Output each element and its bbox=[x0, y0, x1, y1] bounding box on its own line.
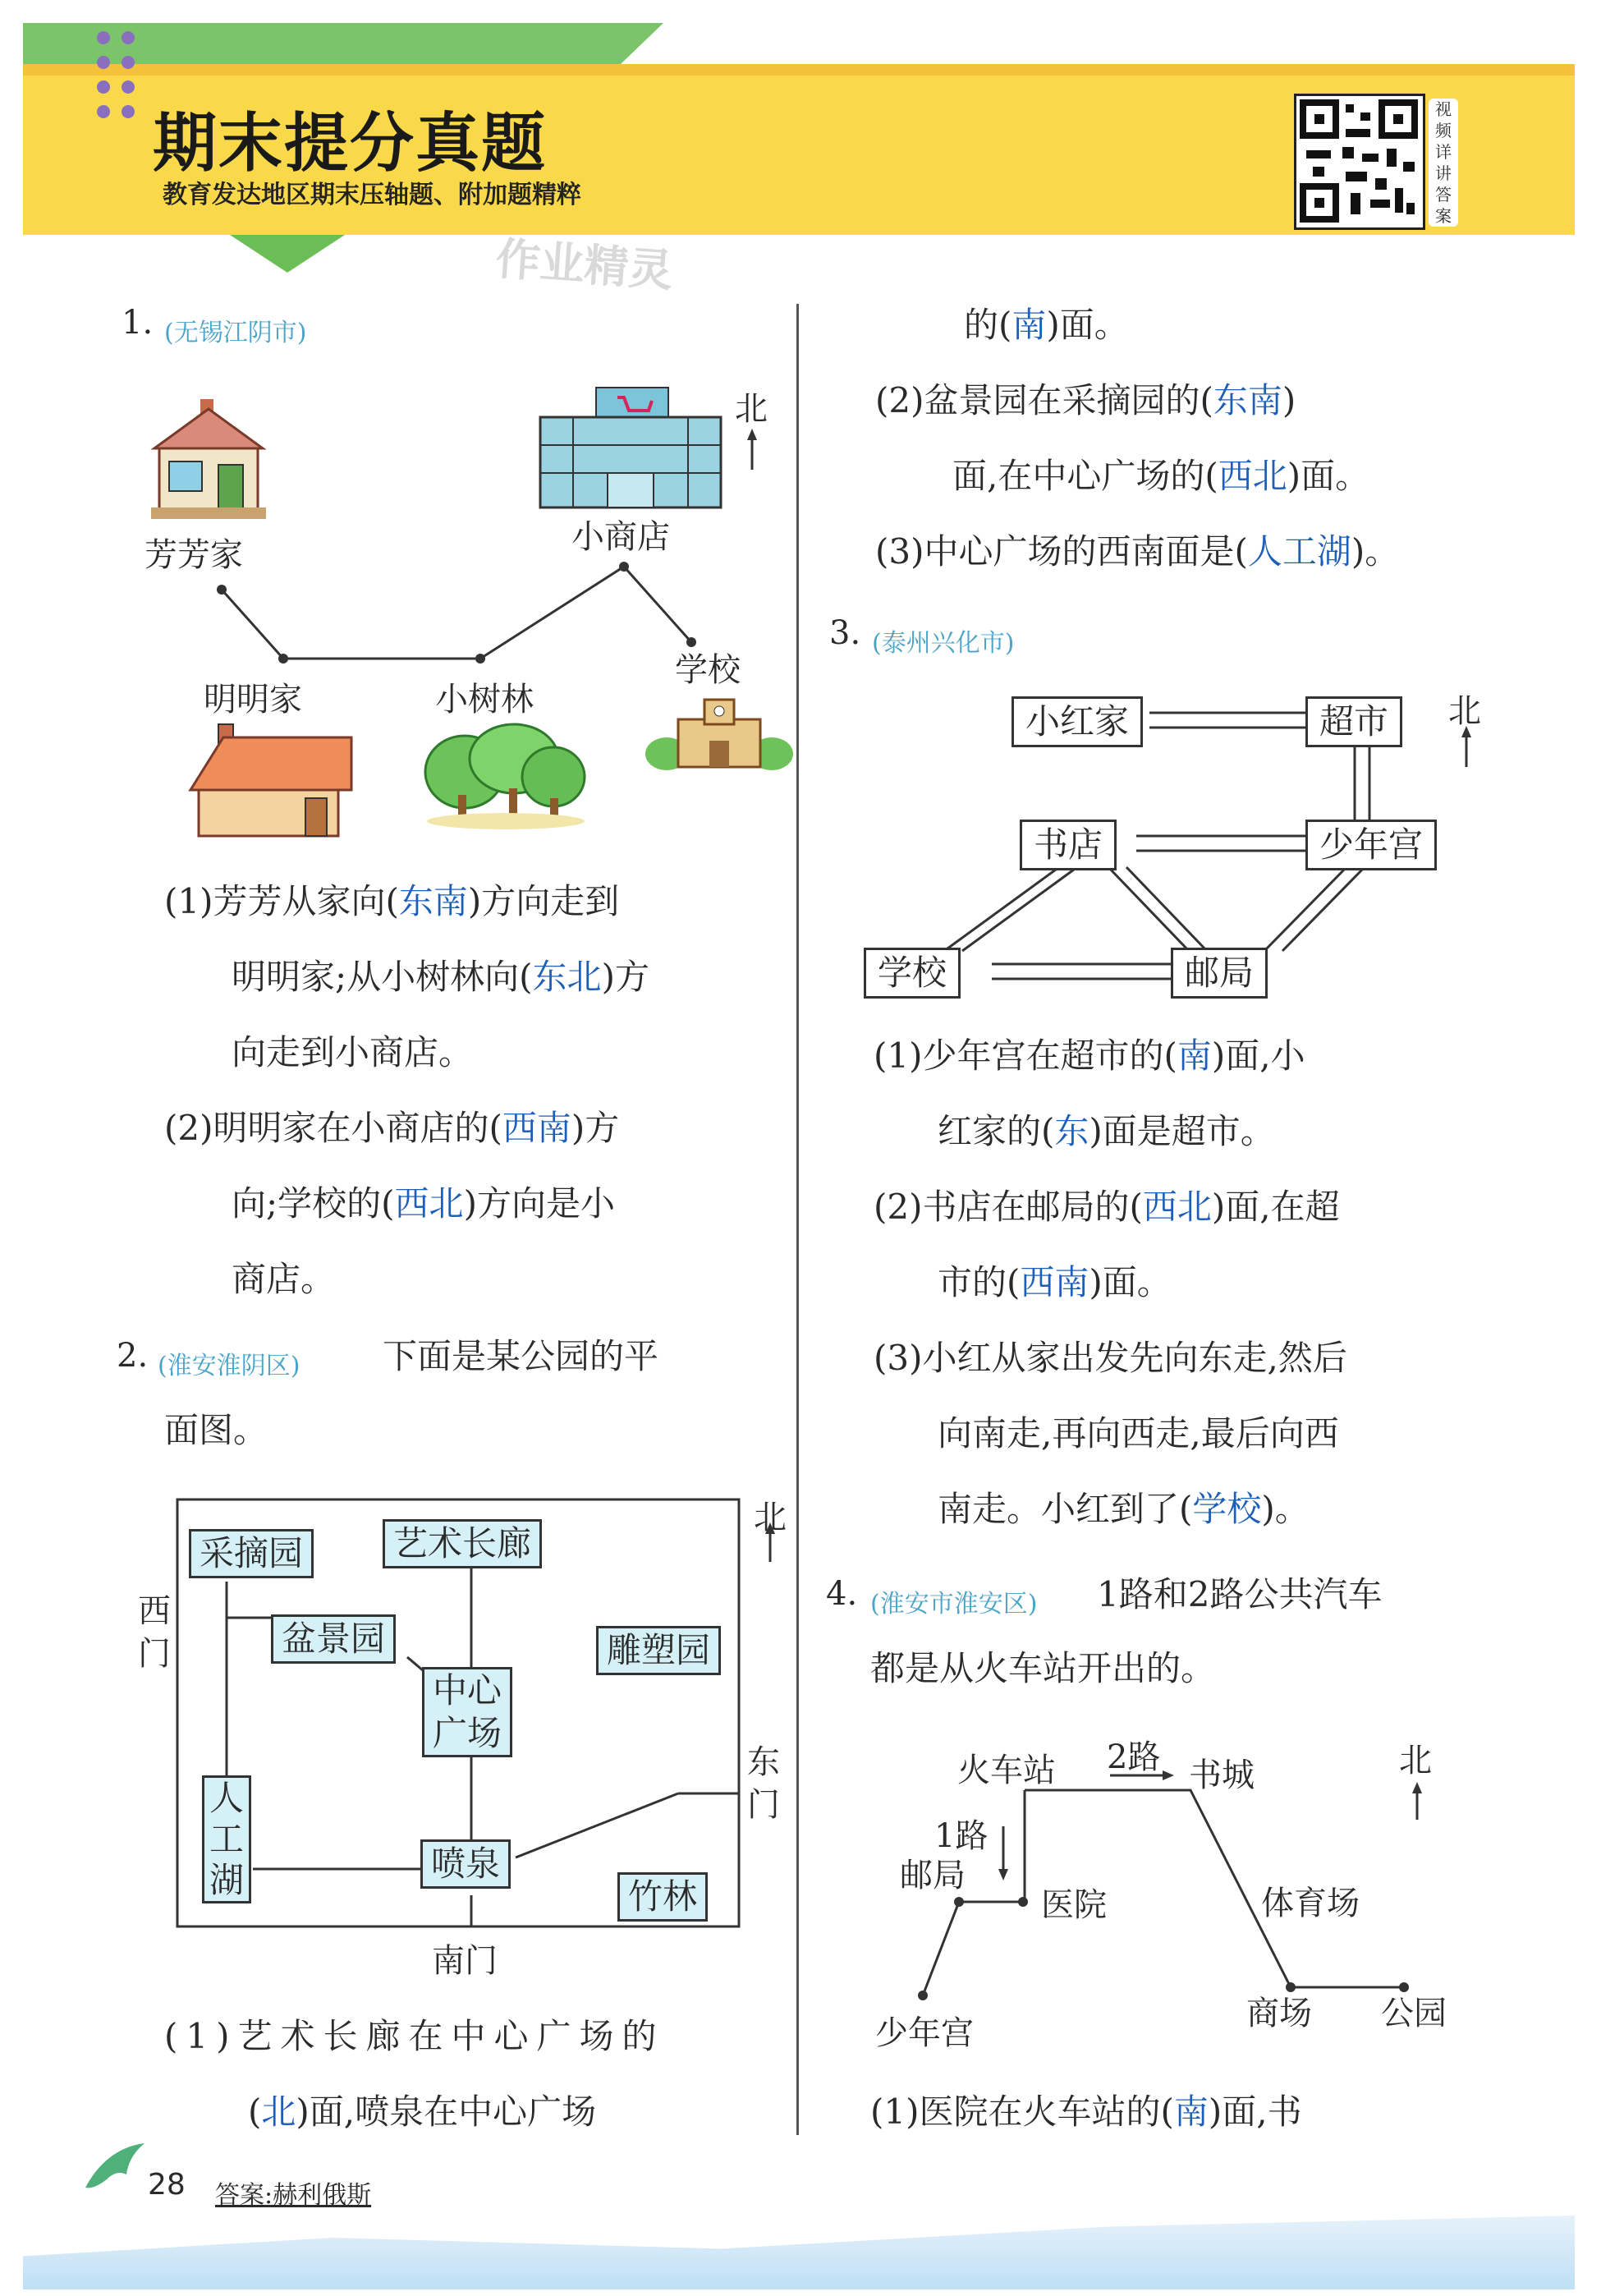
q3-region: (泰州兴化市) bbox=[872, 629, 1015, 658]
q4-hospital: 医院 bbox=[1041, 1886, 1107, 1924]
q1-place-grove: 小树林 bbox=[435, 681, 534, 719]
q4-park: 公园 bbox=[1381, 1995, 1447, 2032]
q4-palace: 少年宫 bbox=[875, 2014, 974, 2052]
q1-region: (无锡江阴市) bbox=[164, 319, 307, 347]
q3-box-post: 邮局 bbox=[1171, 948, 1268, 999]
q1-place-shop: 小商店 bbox=[571, 518, 670, 556]
q3-box-palace: 少年宫 bbox=[1305, 820, 1437, 870]
q3-box-market: 超市 bbox=[1305, 696, 1402, 747]
q4-number: 4. bbox=[826, 1575, 858, 1613]
q1-line-4: (2)明明家在小商店的(西南)方 bbox=[164, 1108, 620, 1148]
q2c-line-2: (2)盆景园在采摘园的(东南) bbox=[875, 380, 1296, 420]
q2-box-yishu: 艺术长廊 bbox=[383, 1519, 542, 1568]
q1-line-3: 向走到小商店。 bbox=[232, 1032, 474, 1072]
q3-box-home: 小红家 bbox=[1012, 696, 1143, 747]
q3-line-6: 向南走,再向西走,最后向西 bbox=[938, 1413, 1339, 1453]
q4-stadium: 体育场 bbox=[1261, 1885, 1360, 1922]
qr-caption: 视频详讲答案 bbox=[1429, 99, 1458, 227]
q3-number: 3. bbox=[829, 614, 861, 652]
page-number: 28 bbox=[148, 2168, 186, 2202]
q4-line-1: (1)医院在火车站的(南)面,书 bbox=[870, 2092, 1302, 2132]
q2-region: (淮安淮阴区) bbox=[158, 1352, 300, 1380]
q2c-line-4: (3)中心广场的西南面是(人工湖)。 bbox=[875, 531, 1400, 572]
q4-station: 火车站 bbox=[957, 1752, 1056, 1789]
q4-route-1: 1路 bbox=[934, 1817, 989, 1855]
q1-north-label: 北 bbox=[735, 390, 768, 428]
q3-line-1: (1)少年宫在超市的(南)面,小 bbox=[874, 1035, 1305, 1076]
watermark: 作业精灵 bbox=[493, 232, 675, 297]
q2-intro-2: 面图。 bbox=[164, 1410, 268, 1450]
q1-line-5: 向;学校的(西北)方向是小 bbox=[232, 1183, 615, 1224]
q4-post: 邮局 bbox=[900, 1857, 966, 1894]
q3-north-label: 北 bbox=[1448, 692, 1481, 730]
q2-south-gate: 南门 bbox=[432, 1942, 498, 1980]
page-title: 期末提分真题 bbox=[153, 107, 548, 181]
answers-note: 答案:赫利俄斯 bbox=[215, 2181, 372, 2210]
q4-region: (淮安市淮安区) bbox=[870, 1590, 1038, 1619]
q4-intro-1: 1路和2路公共汽车 bbox=[1097, 1574, 1383, 1614]
page-subtitle: 教育发达地区期末压轴题、附加题精粹 bbox=[163, 181, 581, 209]
q1-place-mingming: 明明家 bbox=[204, 681, 302, 719]
q2-box-diaosu: 雕塑园 bbox=[596, 1626, 721, 1675]
q1-line-2: 明明家;从小树林向(东北)方 bbox=[232, 957, 649, 997]
q3-line-7: 南走。小红到了(学校)。 bbox=[938, 1489, 1310, 1529]
q2-west-gate: 西 门 bbox=[138, 1592, 171, 1673]
q2-box-bamboo: 竹林 bbox=[617, 1872, 708, 1922]
dolphin-icon bbox=[82, 2138, 148, 2197]
q2-east-gate: 东 门 bbox=[747, 1743, 780, 1824]
q2-north-label: 北 bbox=[754, 1499, 787, 1536]
q2c-line-1: 的(南)面。 bbox=[964, 305, 1129, 345]
q3-line-2: 红家的(东)面是超市。 bbox=[938, 1111, 1275, 1151]
q4-route-2: 2路 bbox=[1107, 1738, 1161, 1776]
q4-north-label: 北 bbox=[1399, 1742, 1432, 1779]
q2-intro-1: 下面是某公园的平 bbox=[383, 1336, 659, 1376]
q2-box-penjing: 盆景园 bbox=[271, 1614, 396, 1664]
q1-number: 1. bbox=[122, 304, 154, 342]
q1-place-fangfang: 芳芳家 bbox=[145, 536, 243, 574]
q2-box-fountain: 喷泉 bbox=[420, 1839, 511, 1889]
q3-line-5: (3)小红从家出发先向东走,然后 bbox=[874, 1338, 1347, 1378]
q1-line-1: (1)芳芳从家向(东南)方向走到 bbox=[164, 881, 620, 921]
q3-line-3: (2)书店在邮局的(西北)面,在超 bbox=[874, 1187, 1340, 1227]
q1-line-6: 商店。 bbox=[232, 1259, 336, 1299]
q2-box-lake: 人 工 湖 bbox=[202, 1775, 251, 1903]
q2-line-1: (1)艺术长廊在中心广场的 bbox=[164, 2016, 665, 2056]
q2-line-2: (北)面,喷泉在中心广场 bbox=[248, 2092, 597, 2132]
q2-box-caizhai: 采摘园 bbox=[189, 1529, 314, 1578]
q3-box-school: 学校 bbox=[864, 948, 961, 999]
q2-box-center: 中心 广场 bbox=[422, 1667, 512, 1757]
q3-box-bookstore: 书店 bbox=[1020, 820, 1117, 870]
q4-intro-2: 都是从火车站开出的。 bbox=[870, 1648, 1216, 1688]
q1-place-school: 学校 bbox=[675, 651, 741, 689]
q2-number: 2. bbox=[117, 1337, 149, 1375]
q3-line-4: 市的(西南)面。 bbox=[938, 1262, 1172, 1302]
q4-mall: 商场 bbox=[1246, 1995, 1312, 2032]
q4-bookcity: 书城 bbox=[1189, 1756, 1255, 1794]
q2c-line-3: 面,在中心广场的(西北)面。 bbox=[952, 456, 1370, 496]
